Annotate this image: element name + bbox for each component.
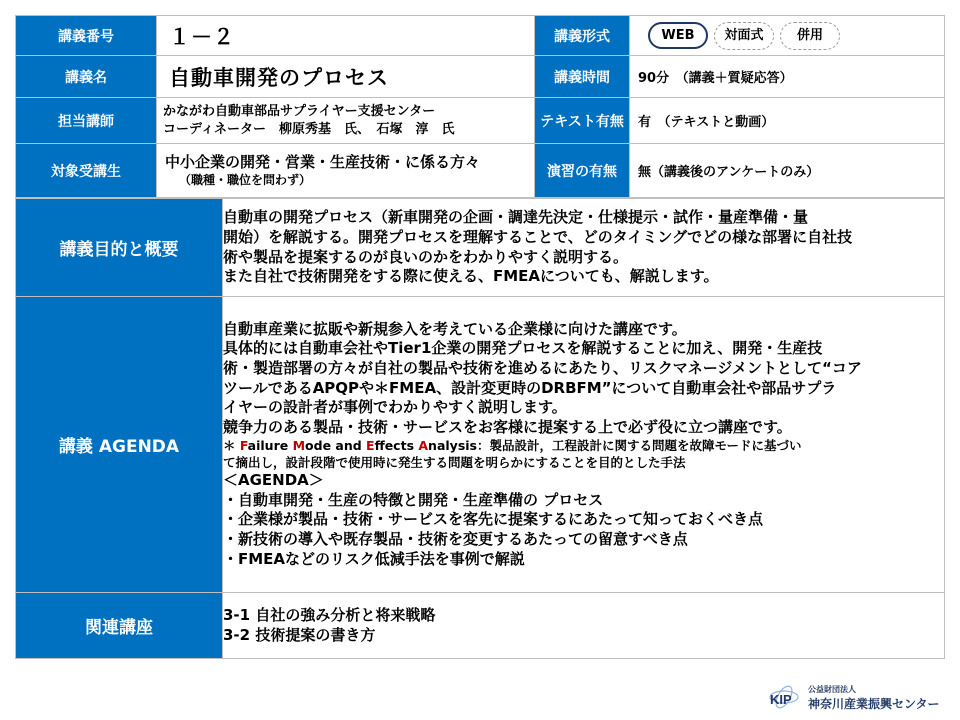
related-text bbox=[223, 593, 945, 659]
fmea-word-nalysis: nalysis：製品設計，工程設計に関する問題を故障モードに基づい bbox=[428, 438, 802, 454]
purpose-line: また自社で技術開発をする際に使える、FMEAについても、解説します。 bbox=[223, 267, 719, 286]
org-small: 公益財団法人 bbox=[808, 685, 856, 694]
exercise-label: 演習の有無 bbox=[535, 144, 630, 198]
format-option-hybrid: 併用 bbox=[780, 22, 840, 50]
purpose-line: 開始）を解説する。開発プロセスを理解することで、どのタイミングでどの様な部署に自社技 bbox=[223, 227, 853, 246]
agenda-item: ・新技術の導入や既存製品・技術を変更するあたっての留意すべき点 bbox=[223, 530, 688, 549]
kip-logo-icon bbox=[768, 684, 800, 710]
exercise-value: 無（講義後のアンケートのみ） bbox=[630, 144, 945, 198]
related-item: 3-1 自社の強み分析と将来戦略 bbox=[223, 605, 436, 624]
agenda-intro-line: 競争力のある製品・技術・サービスをお客様に提案する上で必ず役に立つ講座です。 bbox=[223, 417, 792, 436]
content-table bbox=[15, 198, 945, 659]
audience-value bbox=[157, 144, 535, 198]
info-table bbox=[15, 15, 945, 198]
name-label: 講義名 bbox=[16, 56, 157, 98]
fmea-word-ailure: ailure bbox=[247, 438, 293, 454]
purpose-label: 講義目的と概要 bbox=[16, 199, 223, 297]
format-option-in-person: 対面式 bbox=[714, 22, 774, 50]
org-name: 神奈川産業振興センター bbox=[808, 697, 940, 711]
text-label: テキスト有無 bbox=[535, 98, 630, 144]
number-value: １－２ bbox=[157, 16, 535, 56]
time-label: 講義時間 bbox=[535, 56, 630, 98]
format-options bbox=[630, 16, 945, 56]
agenda-intro-line: 具体的には自動車会社やTier1企業の開発プロセスを解説することに加え、開発・生産技 bbox=[223, 339, 823, 358]
agenda-text bbox=[223, 297, 945, 593]
logo-letters: KIP bbox=[770, 692, 792, 707]
fmea-prefix: ＊ bbox=[223, 438, 240, 454]
time-value: 90分 （講義＋質疑応答） bbox=[630, 56, 945, 98]
number-label: 講義番号 bbox=[16, 16, 157, 56]
fmea-letter-e: E bbox=[366, 438, 375, 454]
agenda-item: ・自動車開発・生産の特徴と開発・生産準備の プロセス bbox=[223, 490, 604, 509]
audience-label: 対象受講生 bbox=[16, 144, 157, 198]
fmea-letter-f: F bbox=[239, 438, 248, 454]
agenda-label: 講義 AGENDA bbox=[16, 297, 223, 593]
purpose-line: 術や製品を提案するのが良いのかをわかりやすく説明する。 bbox=[223, 247, 629, 266]
agenda-heading: ＜AGENDA＞ bbox=[223, 471, 324, 490]
agenda-intro-line: 術・製造部署の方々が自社の製品や技術を進めるにあたり、リスクマネージメントとして“コア bbox=[223, 358, 862, 377]
lecturer-value bbox=[157, 98, 535, 144]
agenda-intro-line: イヤーの設計者が事例でわかりやすく説明します。 bbox=[223, 398, 567, 417]
agenda-item: ・FMEAなどのリスク低減手法を事例で解説 bbox=[223, 549, 525, 568]
purpose-text bbox=[223, 199, 945, 297]
related-item: 3-2 技術提案の書き方 bbox=[223, 625, 376, 644]
agenda-intro-line: 自動車産業に拡販や新規参入を考えている企業様に向けた講座です。 bbox=[223, 319, 687, 338]
related-label: 関連講座 bbox=[16, 593, 223, 659]
lecturer-line1: かながわ自動車部品サプライヤー支援センター bbox=[163, 103, 436, 119]
agenda-item: ・企業様が製品・技術・サービスを客先に提案するにあたって知っておくべき点 bbox=[223, 510, 764, 529]
name-value: 自動車開発のプロセス bbox=[157, 56, 535, 98]
fmea-letter-m: M bbox=[292, 438, 306, 454]
fmea-word-ode: ode and bbox=[305, 438, 367, 454]
audience-line2: （職種・職位を問わず） bbox=[179, 173, 312, 187]
agenda-intro-line: ツールであるAPQPや＊FMEA、設計変更時のDRBFM”について自動車会社や部品サプラ bbox=[223, 378, 837, 397]
fmea-note-line1 bbox=[223, 437, 944, 454]
format-option-web: WEB bbox=[648, 22, 708, 49]
audience-line1: 中小企業の開発・営業・生産技術・に係る方々 bbox=[165, 153, 481, 171]
lecturer-label: 担当講師 bbox=[16, 98, 157, 144]
kip-logo bbox=[768, 682, 953, 712]
fmea-note-line2: て摘出し，設計段階で使用時に発生する問題を明らかにすることを目的とした手法 bbox=[223, 455, 686, 471]
lecturer-line2: コーディネーター 柳原秀基 氏、 石塚 淳 氏 bbox=[163, 121, 455, 137]
lecture-sheet bbox=[15, 15, 944, 659]
purpose-line: 自動車の開発プロセス（新車開発の企画・調達先決定・仕様提示・試作・量産準備・量 bbox=[223, 208, 809, 227]
format-label: 講義形式 bbox=[535, 16, 630, 56]
fmea-word-ffects: ffects bbox=[374, 438, 419, 454]
text-value: 有 （テキストと動画） bbox=[630, 98, 945, 144]
fmea-letter-a: A bbox=[418, 438, 429, 454]
